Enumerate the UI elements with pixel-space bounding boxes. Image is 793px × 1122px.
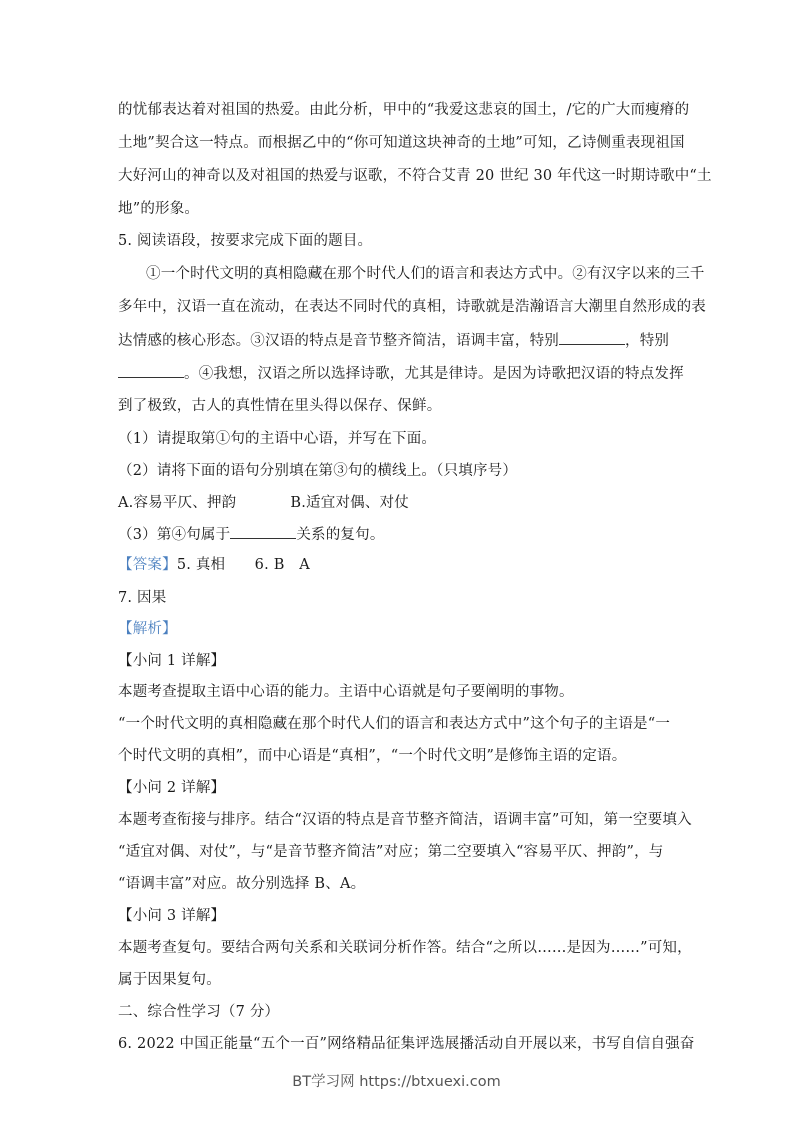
- answer-label: 【答案】: [118, 557, 177, 573]
- analysis-text-line: 地”的形象。: [118, 201, 200, 217]
- analysis-text-line: 土地”契合这一特点。而根据乙中的“你可知道这块神奇的土地”可知，乙诗侧重表现祖国: [118, 135, 685, 151]
- fill-blank-3: [230, 524, 296, 539]
- passage-line: 到了极致，古人的真性情在里头得以保存、保鲜。: [118, 398, 442, 414]
- passage-text: ，特别: [625, 333, 670, 349]
- question-5-title: 5. 阅读语段，按要求完成下面的题目。: [118, 233, 373, 249]
- analysis-text-line: 个时代文明的真相”，而中心语是“真相”，“一个时代文明”是修饰主语的定语。: [118, 748, 627, 764]
- analysis-text-line: “适宜对偶、对仗”，与“是音节整齐简洁”对应；第二空要填入“容易平仄、押韵”，与: [118, 844, 664, 860]
- analysis-text-line: 属于因果复句。: [118, 972, 221, 988]
- answer-line: [118, 555, 678, 575]
- passage-line: 多年中，汉语一直在流动，在表达不同时代的真相，诗歌就是浩瀚语言大潮里自然形成的表: [118, 299, 706, 315]
- sub-question-3-text: （3）第④句属于: [118, 527, 231, 543]
- options-line: [118, 493, 678, 513]
- fill-blank-2: [118, 363, 184, 378]
- passage-line: [118, 363, 684, 384]
- analysis-text-line: 的忧郁表达着对祖国的热爱。由此分析，甲中的“我爱这悲哀的国土，/它的广大而瘦瘠的: [118, 102, 690, 118]
- answer-text: 5. 真相 6. B A: [176, 557, 310, 573]
- passage-line: ①一个时代文明的真相隐藏在那个时代人们的语言和表达方式中。②有汉字以来的三千: [146, 266, 705, 282]
- sub-analysis-1-title: 【小问 1 详解】: [118, 653, 226, 669]
- section-2-title: 二、综合性学习（7 分）: [118, 1004, 280, 1020]
- question-6-line: 6. 2022 中国正能量“五个一百”网络精品征集评选展播活动自开展以来，书写自信自强奋: [118, 1036, 695, 1052]
- passage-text: 。④我想，汉语之所以选择诗歌，尤其是律诗。是因为诗歌把汉语的特点发挥: [184, 366, 684, 382]
- option-b: B.适宜对偶、对仗: [290, 495, 409, 511]
- sub-question-1: （1）请提取第①句的主语中心语，并写在下面。: [118, 431, 437, 447]
- answer-line-2: 7. 因果: [118, 590, 167, 606]
- sub-question-2: （2）请将下面的语句分别填在第③句的横线上。（只填序号）: [118, 463, 518, 479]
- sub-question-3-text: 关系的复句。: [296, 527, 385, 543]
- analysis-text-line: “语调丰富”对应。故分别选择 B、A。: [118, 876, 366, 892]
- analysis-text-line: 大好河山的神奇以及对祖国的热爱与讴歌，不符合艾青 20 世纪 30 年代这一时期诗歌中“土: [118, 168, 712, 184]
- footer-watermark: BT学习网 https://btxuexi.com: [292, 1074, 501, 1090]
- passage-line: [118, 330, 678, 351]
- sub-analysis-2-title: 【小问 2 详解】: [118, 780, 226, 796]
- option-a: A.容易平仄、押韵: [118, 495, 237, 511]
- analysis-text-line: 本题考查衔接与排序。结合“汉语的特点是音节整齐简洁，语调丰富”可知，第一空要填入: [118, 812, 692, 828]
- analysis-text-line: “一个时代文明的真相隐藏在那个时代人们的语言和表达方式中”这个句子的主语是“一: [118, 716, 671, 732]
- fill-blank-1: [559, 330, 625, 345]
- analysis-text-line: 本题考查提取主语中心语的能力。主语中心语就是句子要阐明的事物。: [118, 684, 574, 700]
- analysis-text-line: 本题考查复句。要结合两句关系和关联词分析作答。结合“之所以……是因为……”可知，: [118, 940, 692, 956]
- sub-analysis-3-title: 【小问 3 详解】: [118, 908, 226, 924]
- analysis-label: 【解析】: [118, 621, 177, 637]
- sub-question-3: [118, 524, 678, 545]
- passage-text: 达情感的核心形态。③汉语的特点是音节整齐简洁，语调丰富，特别: [118, 333, 559, 349]
